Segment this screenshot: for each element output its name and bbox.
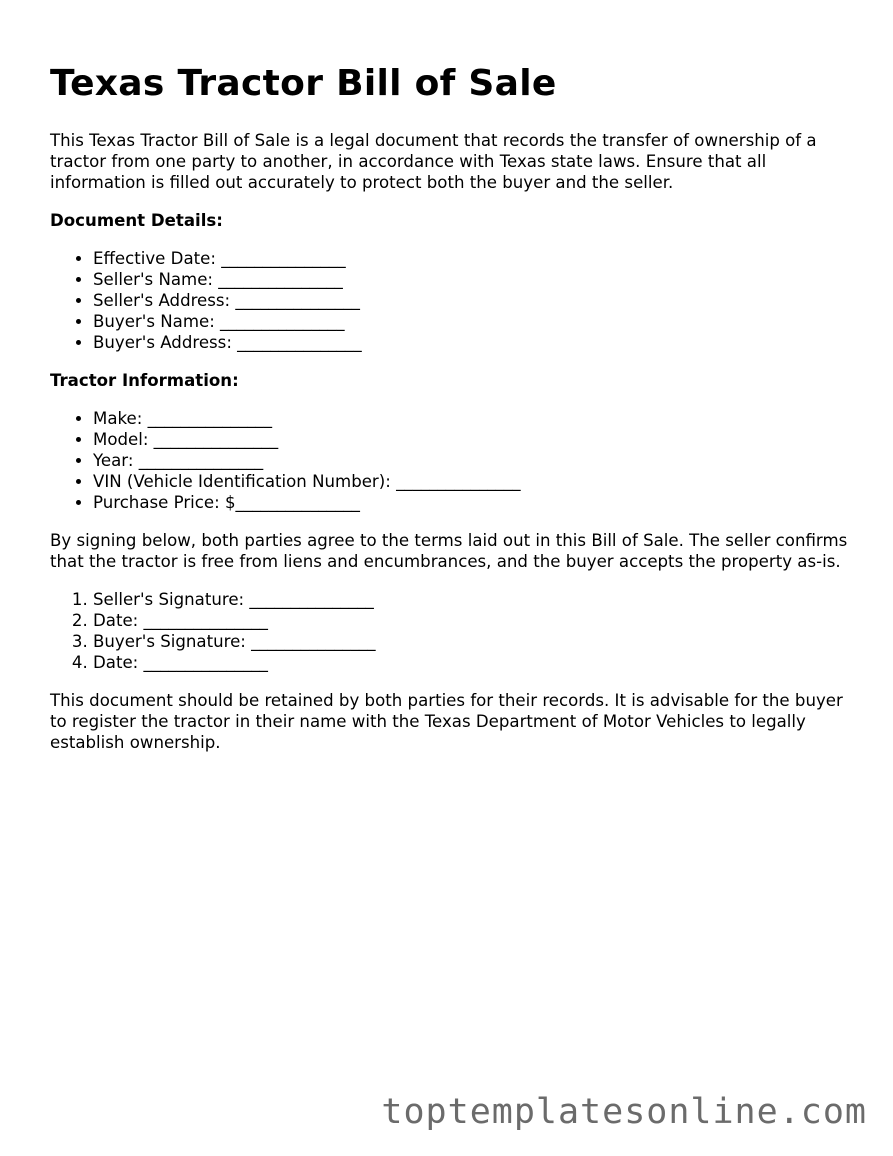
model-field: • Model: _______________ xyxy=(93,429,850,450)
watermark: toptemplatesonline.com xyxy=(381,1092,867,1132)
page-title: Texas Tractor Bill of Sale xyxy=(50,63,557,104)
buyer-name-field: • Buyer's Name: _______________ xyxy=(93,311,850,332)
make-field: • Make: _______________ xyxy=(93,408,850,429)
buyer-signature-field: 3. Buyer's Signature: _______________ xyxy=(93,631,850,652)
document-details-list xyxy=(50,248,850,353)
purchase-price-field: • Purchase Price: $_______________ xyxy=(93,492,850,513)
tractor-information-heading: Tractor Information: xyxy=(50,371,239,390)
intro-paragraph: This Texas Tractor Bill of Sale is a legal document that records the transfer of ownership of a tractor from one party to another, in accordance with Texas state laws. Ensure that all information is filled out accurately to protect both the buyer and the seller. xyxy=(50,131,817,192)
tractor-information-list xyxy=(50,408,850,513)
effective-date-field: • Effective Date: _______________ xyxy=(93,248,850,269)
seller-date-field: 2. Date: _______________ xyxy=(93,610,850,631)
vin-field: • VIN (Vehicle Identification Number): _______________ xyxy=(93,471,850,492)
document-page xyxy=(50,62,850,770)
seller-name-field: • Seller's Name: _______________ xyxy=(93,269,850,290)
seller-address-field: • Seller's Address: _______________ xyxy=(93,290,850,311)
agreement-paragraph: By signing below, both parties agree to the terms laid out in this Bill of Sale. The seller confirms that the tractor is free from liens and encumbrances, and the buyer accepts the property as-is. xyxy=(50,531,848,571)
seller-signature-field: 1. Seller's Signature: _______________ xyxy=(93,589,850,610)
closing-paragraph: This document should be retained by both parties for their records. It is advisable for the buyer to register the tractor in their name with the Texas Department of Motor Vehicles to legally establish ownership. xyxy=(50,691,843,752)
year-field: • Year: _______________ xyxy=(93,450,850,471)
signatures-list xyxy=(50,589,850,673)
document-details-heading: Document Details: xyxy=(50,211,223,230)
buyer-address-field: • Buyer's Address: _______________ xyxy=(93,332,850,353)
buyer-date-field: 4. Date: _______________ xyxy=(93,652,850,673)
